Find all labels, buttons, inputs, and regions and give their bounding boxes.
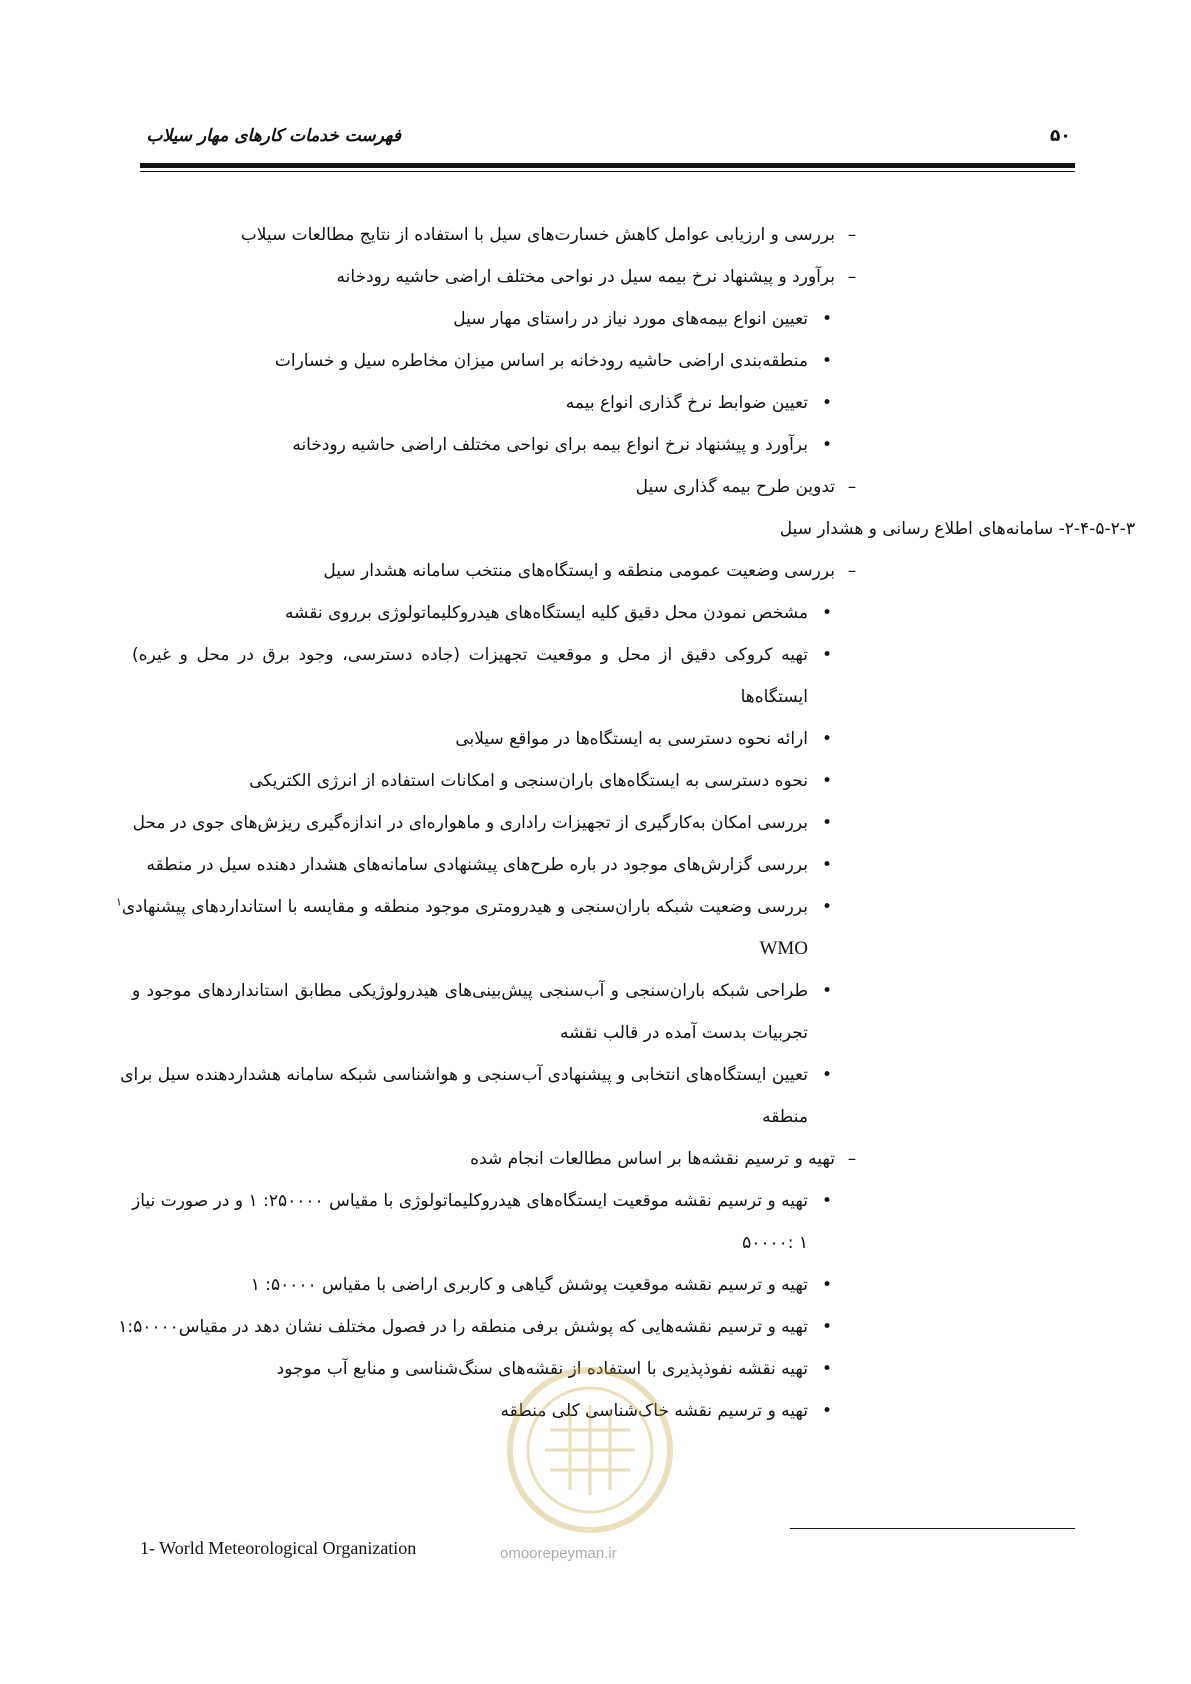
dash-marker: – [847,1149,857,1169]
item-text: تعیین ضوابط نرخ گذاری انواع بیمه [565,393,808,413]
list-item [140,1264,1040,1306]
item-text: تهیه نقشه نفوذپذیری با استفاده از نقشه‌های سنگ‌شناسی و منابع آب موجود [276,1359,808,1379]
body-content [115,214,1135,1432]
item-text: ۱ :۵۰۰۰۰ [742,1233,808,1253]
list-item-continuation [140,1222,1040,1264]
dash-marker: – [847,225,857,245]
item-text: بررسی گزارش‌های موجود در باره طرح‌های پیشنهادی سامانه‌های هشدار دهنده سیل در منطقه [146,855,808,875]
list-item-continuation [140,676,1040,718]
item-text: برآورد و پیشنهاد نرخ بیمه سیل در نواحی مختلف اراضی حاشیه رودخانه [336,267,835,287]
bullet-marker: • [821,393,833,413]
item-text: برآورد و پیشنهاد نرخ انواع بیمه برای نواحی مختلف اراضی حاشیه رودخانه [292,435,808,455]
item-text: تهیه و ترسیم نقشه‌ها بر اساس مطالعات انجام شده [470,1149,835,1169]
header-rule-thin [140,171,1075,172]
item-text: تهیه و ترسیم نقشه موقعیت پوشش گیاهی و کاربری اراضی با مقیاس ۵۰۰۰۰: ۱ [250,1275,808,1295]
section-heading [140,508,1135,550]
list-item [140,550,1040,592]
list-item [132,1180,1040,1222]
item-text: منطقه [762,1107,808,1127]
item-text: منطقه‌بندی اراضی حاشیه رودخانه بر اساس میزان مخاطره سیل و خسارات [274,351,808,371]
item-text: ارائه نحوه دسترسی به ایستگاه‌ها در مواقع سیلابی [455,729,808,749]
item-text: WMO [759,938,808,959]
watermark-url: omoorepeyman.ir [500,1545,617,1562]
bullet-marker: • [821,1191,833,1211]
bullet-marker: • [821,813,833,833]
bullet-marker: • [821,1065,833,1085]
list-item-continuation [140,928,1040,970]
bullet-marker: • [821,309,833,329]
list-item [140,424,1040,466]
bullet-marker: • [821,645,833,665]
item-text: تهیه و ترسیم نقشه‌هایی که پوشش برفی منطقه را در فصول مختلف نشان دهد در مقیاس۱:۵۰۰۰۰ [118,1317,808,1337]
header-rule-thick [140,163,1075,168]
list-item [140,592,1040,634]
bullet-marker: • [821,1275,833,1295]
item-text: نحوه دسترسی به ایستگاه‌های باران‌سنجی و امکانات استفاده از انرژی الکتریکی [249,771,808,791]
bullet-marker: • [821,771,833,791]
list-item [140,718,1040,760]
list-item-continuation [140,1012,1040,1054]
list-item-continuation [140,1096,1040,1138]
bullet-marker: • [821,1401,833,1421]
item-text: تهیه کروکی دقیق از محل و موقعیت تجهیزات (جاده دسترسی، وجود برق در محل و غیره) [132,645,808,665]
running-header-title: فهرست خدمات کارهای مهار سیلاب [146,126,401,146]
item-text: تهیه و ترسیم نقشه موقعیت ایستگاه‌های هیدروکلیماتولوژی با مقیاس ۲۵۰۰۰۰: ۱ و در صورت نیاز [132,1191,808,1211]
bullet-marker: • [821,897,833,917]
dash-marker: – [847,477,857,497]
dash-marker: – [847,561,857,581]
bullet-marker: • [821,981,833,1001]
bullet-marker: • [821,1359,833,1379]
item-text: تهیه و ترسیم نقشه خاک‌شناسی کلی منطقه [500,1401,808,1421]
list-item [118,1306,1040,1348]
list-item [140,844,1040,886]
item-text: تعیین انواع بیمه‌های مورد نیاز در راستای مهار سیل [453,309,808,329]
list-item [140,298,1040,340]
list-item [115,886,1040,928]
item-text: بررسی وضعیت شبکه باران‌سنجی و هیدرومتری موجود منطقه و مقایسه با استانداردهای پیشنهادی [121,897,808,917]
dash-marker: – [847,267,857,287]
bullet-marker: • [821,435,833,455]
list-item [132,970,1040,1012]
item-text: مشخص نمودن محل دقیق کلیه ایستگاه‌های هیدروکلیماتولوژی برروی نقشه [284,603,808,623]
list-item [140,1138,1040,1180]
list-item [140,340,1040,382]
item-text: تجربیات بدست آمده در قالب نقشه [560,1023,808,1043]
list-item [132,802,1040,844]
item-text: تدوین طرح بیمه گذاری سیل [635,477,835,497]
item-text: بررسی وضعیت عمومی منطقه و ایستگاه‌های منتخب سامانه هشدار سیل [323,561,835,581]
page-number: ۵۰ [1050,126,1071,146]
bullet-marker: • [821,729,833,749]
list-item [140,256,1040,298]
bullet-marker: • [821,351,833,371]
footnote-ref: ۱ [115,895,122,909]
item-text: بررسی و ارزیابی عوامل کاهش خسارت‌های سیل با استفاده از نتایج مطالعات سیلاب [240,225,835,245]
item-text: ایستگاه‌ها [740,687,808,707]
item-text-wrap [116,886,808,928]
list-item [132,634,1040,676]
footnote-rule [790,1528,1075,1529]
bullet-marker: • [821,855,833,875]
list-item [120,1054,1040,1096]
footnote: 1- World Meteorological Organization [140,1538,417,1558]
list-item [140,466,1040,508]
bullet-marker: • [821,603,833,623]
list-item [140,382,1040,424]
item-text: طراحی شبکه باران‌سنجی و آب‌سنجی پیش‌بینی‌های هیدرولوژیکی مطابق استانداردهای موجود و [132,981,808,1001]
watermark-logo-icon [490,1350,690,1550]
bullet-marker: • [821,1317,833,1337]
list-item [140,760,1040,802]
item-text: بررسی امکان به‌کارگیری از تجهیزات راداری و ماهواره‌ای در اندازه‌گیری ریزش‌های جوی در محل [132,813,808,833]
list-item [140,214,1040,256]
item-text: تعیین ایستگاه‌های انتخابی و پیشنهادی آب‌سنجی و هواشناسی شبکه سامانه هشداردهنده سیل برای [120,1065,808,1085]
section-heading-text: ۲-۴-۵-۲-۳- سامانه‌های اطلاع رسانی و هشدار سیل [779,519,1135,539]
